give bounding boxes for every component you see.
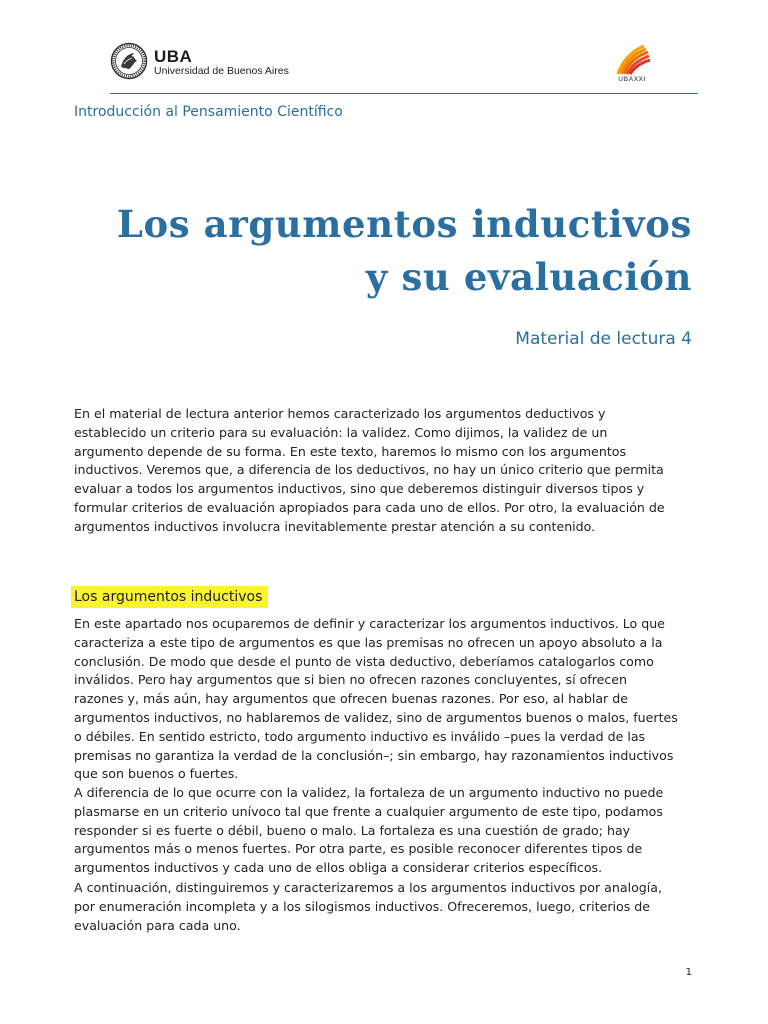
- text-line: evaluar a todos los argumentos inductivos, sino que deberemos distinguir diversos tipos y: [74, 481, 645, 497]
- text-line: argumentos inductivos involucra inevitablemente prestar atención a su contenido.: [74, 518, 596, 534]
- text-line: que son buenos o fuertes.: [74, 766, 239, 782]
- text-line: En este apartado nos ocuparemos de definir y caracterizar los argumentos inductivos. Lo que: [74, 616, 665, 631]
- text-line: inductivos. Veremos que, a diferencia de los deductivos, no hay un único criterio que permita: [74, 462, 664, 478]
- text-line: formular criterios de evaluación apropiados para cada uno de ellos. Por otro, la evaluación de: [74, 499, 665, 515]
- text-line: o débiles. En sentido estricto, todo argumento inductivo es inválido –pues la verdad de las: [74, 728, 646, 744]
- text-line: En el material de lectura anterior hemos caracterizado los argumentos deductivos y: [74, 406, 606, 421]
- text-line: responder si es fuerte o débil, bueno o malo. La fortaleza es una cuestión de grado; hay: [74, 822, 631, 838]
- text-line: por enumeración incompleta y a los silogismos inductivos. Ofreceremos, luego, criterios de: [74, 898, 651, 914]
- page-title: [52, 198, 692, 304]
- text-line: argumento depende de su forma. En este texto, haremos lo mismo con los argumentos: [74, 443, 627, 459]
- text-line: premisas no garantiza la verdad de la conclusión–; sin embargo, hay razonamientos inductivos: [74, 747, 674, 763]
- text-line: argumentos más o menos fuertes. Por otra parte, es posible reconocer diferentes tipos de: [74, 841, 643, 857]
- text-line: inválidos. Pero hay argumentos que si bien no ofrecen razones concluyentes, sí ofrecen: [74, 672, 628, 688]
- page-number: 1: [685, 967, 692, 978]
- text-line: A diferencia de lo que ocurre con la validez, la fortaleza de un argumento inductivo no puede: [74, 785, 664, 800]
- ubaxxi-label: UBAXXI: [618, 76, 646, 83]
- text-line: argumentos inductivos y cada uno de ellos obliga a considerar criterios específicos.: [74, 860, 603, 876]
- document-header: [110, 42, 698, 94]
- uba-abbreviation: UBA: [154, 47, 193, 66]
- text-line: conclusión. De modo que desde el punto de vista deductivo, deberíamos catalogarlos como: [74, 653, 654, 669]
- text-line: A continuación, distinguiremos y caracterizaremos a los argumentos inductivos por analogía,: [74, 880, 662, 895]
- text-line: caracteriza a este tipo de argumentos es que las premisas no ofrecen un apoyo absoluto a la: [74, 634, 663, 650]
- ubaxxi-logo: [612, 42, 652, 86]
- university-name: Universidad de Buenos Aires: [154, 65, 289, 77]
- ubaxxi-swoosh-icon: [612, 42, 652, 76]
- text-line: plasmarse en un criterio unívoco tal que frente a cualquier argumento de este tipo, podamos: [74, 803, 663, 819]
- text-line: evaluación para cada uno.: [74, 917, 241, 933]
- uba-seal-logo: [110, 42, 148, 80]
- text-line: razones y, más aún, hay argumentos que ofrecen buenas razones. Por eso, al hablar de: [74, 691, 628, 707]
- intro-paragraph: [74, 405, 696, 537]
- text-line: establecido un criterio para su evaluación: la validez. Como dijimos, la validez de un: [74, 424, 608, 440]
- section-paragraph-3: [74, 879, 696, 935]
- title-line-1: Los argumentos inductivos: [116, 202, 692, 246]
- uba-wordmark: [154, 48, 289, 78]
- section-heading: Los argumentos inductivos: [71, 586, 268, 608]
- section-paragraph-2: [74, 784, 696, 878]
- page-subtitle: Material de lectura 4: [515, 329, 692, 349]
- text-line: argumentos inductivos, no hablaremos de validez, sino de argumentos buenos o malos, fuertes: [74, 709, 678, 725]
- section-paragraph-1: [74, 615, 696, 784]
- course-name: Introducción al Pensamiento Científico: [74, 104, 343, 120]
- title-line-2: y su evaluación: [365, 255, 692, 299]
